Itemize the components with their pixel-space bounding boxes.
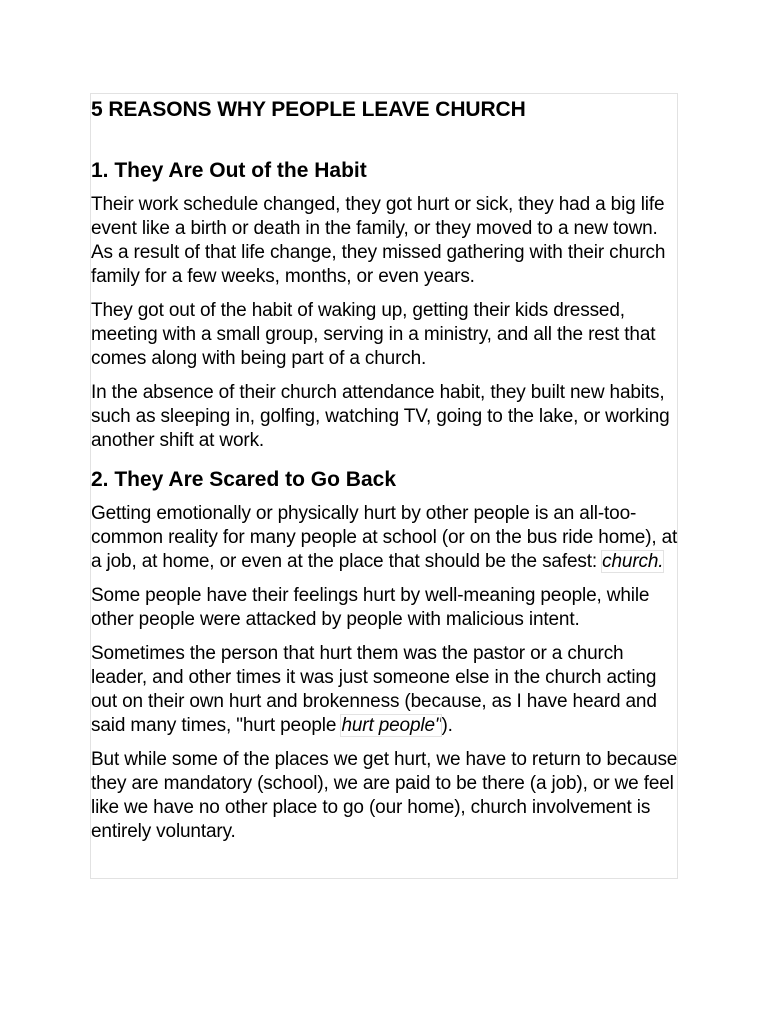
paragraph-text: Sometimes the person that hurt them was the pastor or a church leader, and other times it was just someone else in the church acting out on their own hurt and brokenness (because, as I have heard and said many times, "hurt people — [91, 643, 657, 736]
section-1-paragraph-3: In the absence of their church attendance habit, they built new habits, such as sleeping in, golfing, watching TV, going to the lake, or working another shift at work. — [91, 382, 670, 451]
section-2-paragraph-4: But while some of the places we get hurt, we have to return to because they are mandatory (school), we are paid to be there (a job), or we feel like we have no other place to go (our home), church involvement is entirely voluntary. — [91, 749, 678, 842]
emphasis-church: church. — [602, 551, 664, 572]
document-title: 5 REASONS WHY PEOPLE LEAVE CHURCH — [91, 98, 526, 121]
section-1-paragraph-1: Their work schedule changed, they got hurt or sick, they had a big life event like a birth or death in the family, or they moved to a new town. As a result of that life change, they missed gathering with their church family for a few weeks, months, or even years. — [91, 194, 666, 287]
section-2-paragraph-3 — [91, 642, 681, 738]
document-body — [91, 94, 681, 844]
emphasis-hurt-people: hurt people" — [341, 715, 442, 736]
section-2-paragraph-2: Some people have their feelings hurt by well-meaning people, while other people were attacked by people with malicious intent. — [91, 585, 650, 630]
paragraph-text: Getting emotionally or physically hurt by other people is an all-too-common reality for many people at school (or on the bus ride home), at a job, at home, or even at the place that should be the safest: — [91, 503, 678, 572]
paragraph-text-end: ). — [441, 715, 453, 736]
section-2-paragraph-1 — [91, 502, 681, 574]
section-2-heading: 2. They Are Scared to Go Back — [91, 468, 397, 491]
section-1-paragraph-2: They got out of the habit of waking up, getting their kids dressed, meeting with a small group, serving in a ministry, and all the rest that comes along with being part of a church. — [91, 300, 656, 369]
section-1-heading: 1. They Are Out of the Habit — [91, 159, 367, 182]
